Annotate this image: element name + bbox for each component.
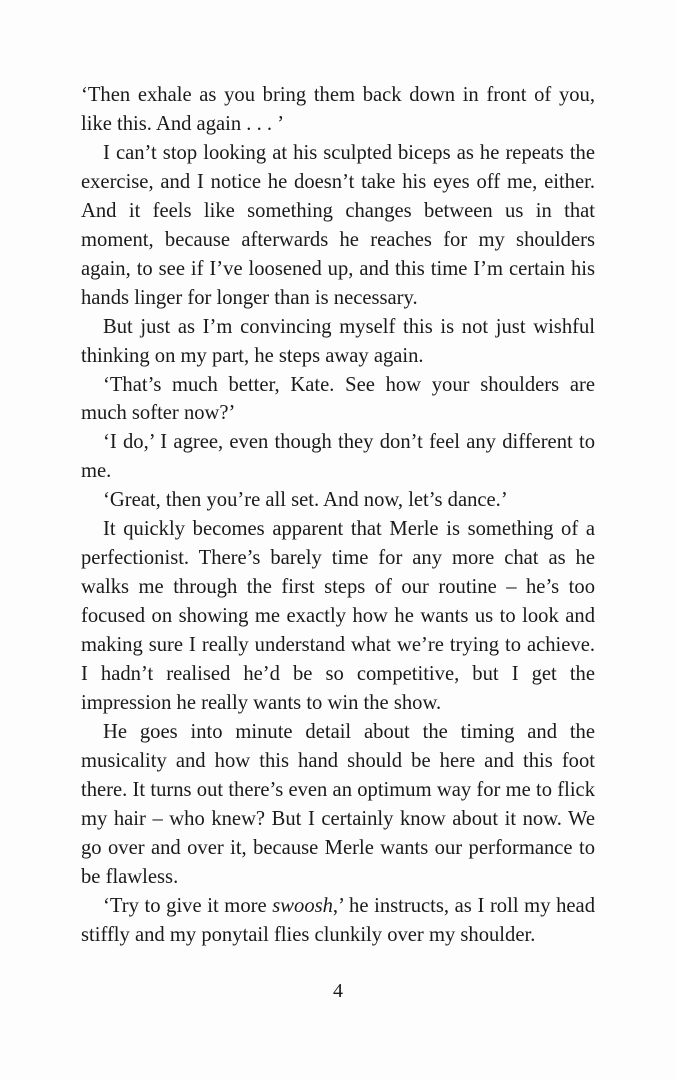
- emphasis-text: swoosh: [272, 894, 333, 917]
- paragraph: I can’t stop looking at his sculpted biceps as he repeats the exercise, and I notice he doesn’t take his eyes off me, either. And it feels like something changes between us in that moment, because afterwards he reaches for my shoulders again, to see if I’ve loosened up, and this time I’m certain his hands linger for longer than is necessary.: [81, 141, 595, 309]
- text-run: ,’ he instructs, as I roll my head stiffly and my ponytail flies clunkily over my shoulder.: [81, 894, 595, 946]
- body-text: [81, 81, 595, 950]
- paragraph: ‘Great, then you’re all set. And now, let’s dance.’: [103, 489, 508, 512]
- paragraph: He goes into minute detail about the timing and the musicality and how this hand should be here and this foot there. It turns out there’s even an optimum way for me to flick my hair – who knew? But I certainly know about it now. We go over and over it, because Merle wants our performance to be flawless.: [81, 720, 595, 888]
- paragraph: It quickly becomes apparent that Merle is something of a perfectionist. There’s barely time for any more chat as he walks me through the first steps of our routine – he’s too focused on showing me exactly how he wants us to look and making sure I really understand what we’re trying to achieve. I hadn’t realised he’d be so competitive, but I get the impression he really wants to win the show.: [81, 518, 595, 715]
- paragraph: [81, 892, 595, 950]
- paragraph: ‘Then exhale as you bring them back down in front of you, like this. And again . . . ’: [81, 84, 595, 135]
- text-run: ‘Try to give it more: [103, 894, 273, 917]
- paragraph: ‘I do,’ I agree, even though they don’t feel any different to me.: [81, 431, 595, 483]
- paragraph: ‘That’s much better, Kate. See how your shoulders are much softer now?’: [81, 373, 595, 425]
- page-number: 4: [333, 980, 343, 1002]
- paragraph: But just as I’m convincing myself this is not just wishful thinking on my part, he steps away again.: [81, 315, 595, 367]
